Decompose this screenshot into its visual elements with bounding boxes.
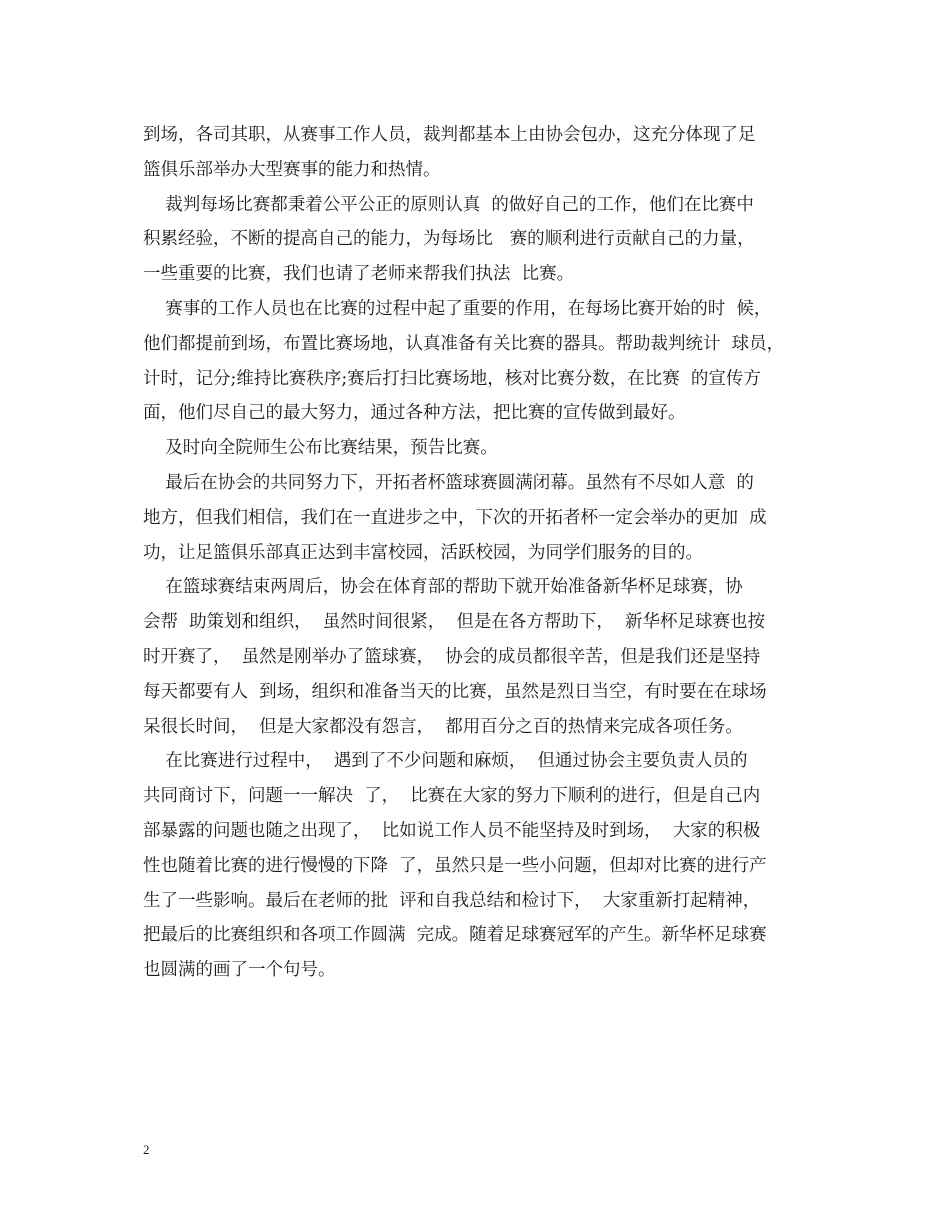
- text-line: 一些重要的比赛，我们也请了老师来帮我们执法 比赛。: [143, 264, 575, 285]
- text-line: 性也随着比赛的进行慢慢的下降 了，虽然只是一些小问题，但却对比赛的进行产: [143, 855, 767, 876]
- text-line: 他们都提前到场，布置比赛场地，认真准备有关比赛的器具。帮助裁判统计 球员，: [143, 333, 785, 354]
- text-line: 时开赛了， 虽然是刚举办了篮球赛， 协会的成员都很辛苦，但是我们还是坚持: [143, 646, 761, 667]
- text-line: 呆很长时间， 但是大家都没有怨言， 都用百分之百的热情来完成各项任务。: [143, 716, 743, 737]
- text-line: 会帮 助策划和组织， 虽然时间很紧， 但是在各方帮助下， 新华杯足球赛也按: [143, 612, 765, 633]
- text-line: 在比赛进行过程中， 遇到了不少问题和麻烦， 但通过协会主要负责人员的: [143, 751, 748, 772]
- text-line: 篮俱乐部举办大型赛事的能力和热情。: [143, 159, 441, 180]
- text-line: 生了一些影响。最后在老师的批 评和自我总结和检讨下， 大家重新打起精神，: [143, 890, 761, 911]
- text-line: 计时，记分;维持比赛秩序;赛后打扫比赛场地，核对比赛分数，在比赛 的宣传方: [143, 368, 761, 389]
- document-body: [143, 118, 811, 988]
- page-number: 2: [143, 1142, 150, 1157]
- text-line: 功，让足篮俱乐部真正达到丰富校园，活跃校园，为同学们服务的目的。: [143, 542, 703, 563]
- text-line: 每天都要有人 到场，组织和准备当天的比赛，虽然是烈日当空，有时要在在球场: [143, 681, 767, 702]
- text-line: 地方，但我们相信，我们在一直进步之中，下次的开拓者杯一定会举办的更加 成: [143, 507, 767, 528]
- text-line: 也圆满的画了一个句号。: [143, 960, 336, 981]
- text-line: 赛事的工作人员也在比赛的过程中起了重要的作用，在每场比赛开始的时 候，: [143, 298, 772, 319]
- text-line: 到场，各司其职，从赛事工作人员，裁判都基本上由协会包办，这充分体现了足: [143, 125, 756, 145]
- text-line: 面，他们尽自己的最大努力，通过各种方法，把比赛的宣传做到最好。: [143, 403, 686, 424]
- text-line: 裁判每场比赛都秉着公平公正的原则认真 的做好自己的工作，他们在比赛中: [143, 194, 754, 215]
- text-line: 共同商讨下，问题一一解决 了， 比赛在大家的努力下顺利的进行，但是自己内: [143, 786, 761, 807]
- text-line: 最后在协会的共同努力下，开拓者杯篮球赛圆满闭幕。虽然有不尽如人意 的: [143, 472, 754, 493]
- text-line: 及时向全院师生公布比赛结果，预告比赛。: [143, 438, 498, 459]
- text-line: 把最后的比赛组织和各项工作圆满 完成。随着足球赛冠军的产生。新华杯足球赛: [143, 925, 767, 946]
- text-line: 积累经验，不断的提高自己的能力，为每场比 赛的顺利进行贡献自己的力量，: [143, 229, 755, 250]
- text-line: 在篮球赛结束两周后，协会在体育部的帮助下就开始准备新华杯足球赛，协: [143, 577, 743, 598]
- text-line: 部暴露的问题也随之出现了， 比如说工作人员不能坚持及时到场， 大家的积极: [143, 820, 761, 841]
